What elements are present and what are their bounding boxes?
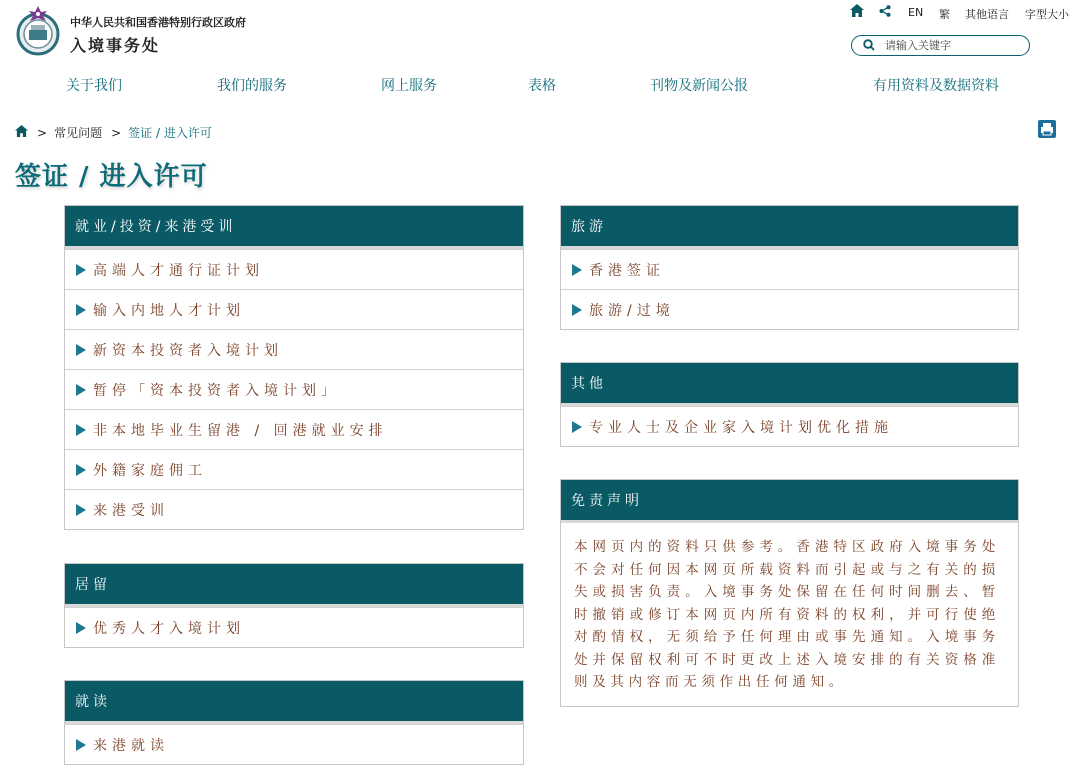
breadcrumb-home-icon[interactable] (15, 125, 28, 140)
panel-title: 旅游 (561, 206, 1018, 249)
dept-name[interactable]: 入境事务处 (70, 36, 161, 55)
residence-panel (64, 563, 524, 648)
item-label[interactable]: 来港受训 (93, 502, 169, 519)
triangle-icon (76, 264, 86, 276)
item-label[interactable]: 非本地毕业生留港 / 回港就业安排 (93, 422, 388, 439)
list-item[interactable] (561, 249, 1018, 289)
breadcrumb-faq[interactable]: 常见问题 (54, 126, 103, 140)
panel-title: 居留 (65, 564, 523, 607)
disclaimer-panel (560, 479, 1019, 707)
panel-title: 就读 (65, 681, 523, 724)
gov-name: 中华人民共和国香港特别行政区政府 (70, 16, 246, 29)
employment-panel (64, 205, 524, 530)
item-label[interactable]: 专业人士及企业家入境计划优化措施 (589, 419, 893, 436)
panel-title: 其他 (561, 363, 1018, 406)
others-panel (560, 362, 1019, 447)
nav-forms[interactable]: 表格 (528, 78, 556, 94)
triangle-icon (572, 264, 582, 276)
search-box[interactable] (851, 35, 1030, 56)
panel-title: 就业/投资/来港受训 (65, 206, 523, 249)
triangle-icon (76, 384, 86, 396)
page-title: 签证 / 进入许可 (15, 162, 208, 192)
triangle-icon (76, 622, 86, 634)
search-input[interactable] (885, 39, 1025, 52)
triangle-icon (76, 739, 86, 751)
nav-services[interactable]: 我们的服务 (217, 78, 287, 94)
breadcrumb (15, 124, 212, 141)
immd-logo[interactable] (15, 4, 61, 56)
triangle-icon (76, 504, 86, 516)
travel-panel (560, 205, 1019, 330)
disclaimer-text: 本网页内的资料只供参考。香港特区政府入境事务处不会对任何因本网页所载资料而引起或与之有关的损失或损害负责。入境事务处保留在任何时间删去、暂时撤销或修订本网页内所有资料的权利，并可行使绝对酌情权，无须给予任何理由或事先通知。入境事务处并保留权利可不时更改上述入境安排的有关资格准则及其内容而无须作出任何通知。 (574, 539, 1000, 690)
list-item[interactable] (65, 249, 523, 289)
breadcrumb-separator: > (111, 125, 122, 140)
list-item[interactable] (65, 724, 523, 764)
list-item[interactable] (65, 329, 523, 369)
nav-publications[interactable]: 刊物及新闻公报 (650, 78, 748, 94)
list-item[interactable] (561, 406, 1018, 446)
share-icon[interactable] (879, 5, 891, 20)
list-item[interactable] (65, 489, 523, 529)
nav-online-services[interactable]: 网上服务 (381, 78, 437, 94)
item-label[interactable]: 外籍家庭佣工 (93, 462, 207, 479)
item-label[interactable]: 高端人才通行证计划 (93, 262, 264, 279)
item-label[interactable]: 新资本投资者入境计划 (93, 342, 283, 359)
triangle-icon (76, 304, 86, 316)
triangle-icon (76, 424, 86, 436)
nav-about[interactable]: 关于我们 (66, 78, 122, 94)
item-label[interactable]: 优秀人才入境计划 (93, 620, 245, 637)
nav-useful-info[interactable]: 有用资料及数据资料 (873, 78, 999, 94)
item-label[interactable]: 香港签证 (589, 262, 665, 279)
other-lang-link[interactable]: 其他语言 (965, 8, 1009, 21)
breadcrumb-separator: > (37, 125, 48, 140)
print-icon[interactable] (1038, 120, 1056, 138)
lang-en-link[interactable]: EN (908, 6, 924, 19)
triangle-icon (76, 464, 86, 476)
list-item[interactable] (65, 289, 523, 329)
list-item[interactable] (65, 607, 523, 647)
triangle-icon (76, 344, 86, 356)
triangle-icon (572, 421, 582, 433)
lang-trad-link[interactable]: 繁 (939, 8, 950, 21)
item-label[interactable]: 暂停「资本投资者入境计划」 (93, 382, 340, 399)
list-item[interactable] (65, 369, 523, 409)
item-label[interactable]: 旅游/过境 (589, 302, 675, 319)
item-label[interactable]: 输入内地人才计划 (93, 302, 245, 319)
font-size-link[interactable]: 字型大小 (1025, 8, 1069, 21)
home-icon[interactable] (850, 4, 864, 20)
breadcrumb-current: 签证 / 进入许可 (128, 126, 212, 140)
study-panel (64, 680, 524, 765)
list-item[interactable] (561, 289, 1018, 329)
list-item[interactable] (65, 409, 523, 449)
panel-title: 免责声明 (561, 480, 1018, 523)
list-item[interactable] (65, 449, 523, 489)
triangle-icon (572, 304, 582, 316)
search-icon[interactable] (863, 36, 875, 55)
item-label[interactable]: 来港就读 (93, 737, 169, 754)
